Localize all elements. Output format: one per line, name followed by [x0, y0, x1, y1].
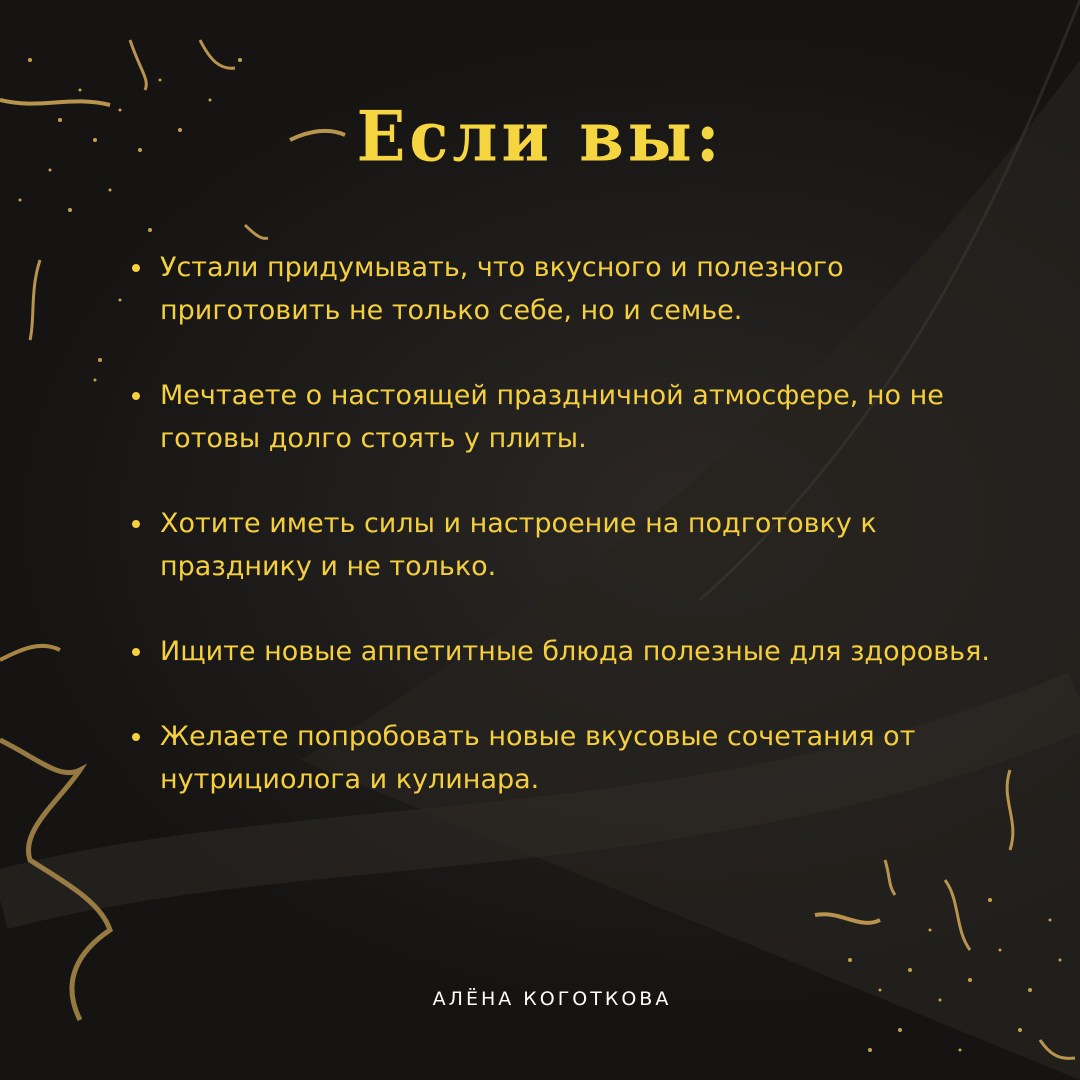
ribbon	[130, 40, 146, 90]
ribbon	[245, 225, 268, 238]
list-item	[132, 374, 1012, 460]
ribbon	[30, 260, 40, 340]
list-item-text: Ищите новые аппетитные блюда полезные для здоровья.	[160, 636, 990, 667]
list-item-text: Желаете попробовать новые вкусовые сочетания от нутрициолога и кулинара.	[160, 721, 916, 795]
list-item	[132, 502, 1012, 588]
bullet-icon	[132, 733, 140, 741]
ribbon	[0, 646, 60, 660]
list-item	[132, 715, 1012, 801]
ribbon	[200, 40, 235, 68]
list-item	[132, 630, 1012, 673]
bullet-icon	[132, 648, 140, 656]
list-item-text: Мечтаете о настоящей праздничной атмосфере, но не готовы долго стоять у плиты.	[160, 380, 944, 454]
benefits-list	[132, 246, 1012, 843]
list-item-text: Устали придумывать, что вкусного и полезного приготовить не только себе, но и семье.	[160, 252, 844, 326]
bullet-icon	[132, 392, 140, 400]
bullet-icon	[132, 520, 140, 528]
bullet-icon	[132, 264, 140, 272]
list-item	[132, 246, 1012, 332]
page-title: Если вы:	[356, 97, 724, 178]
author-name: АЛЁНА КОГОТКОВА	[432, 988, 672, 1010]
list-item-text: Хотите иметь силы и настроение на подготовку к празднику и не только.	[160, 508, 877, 582]
